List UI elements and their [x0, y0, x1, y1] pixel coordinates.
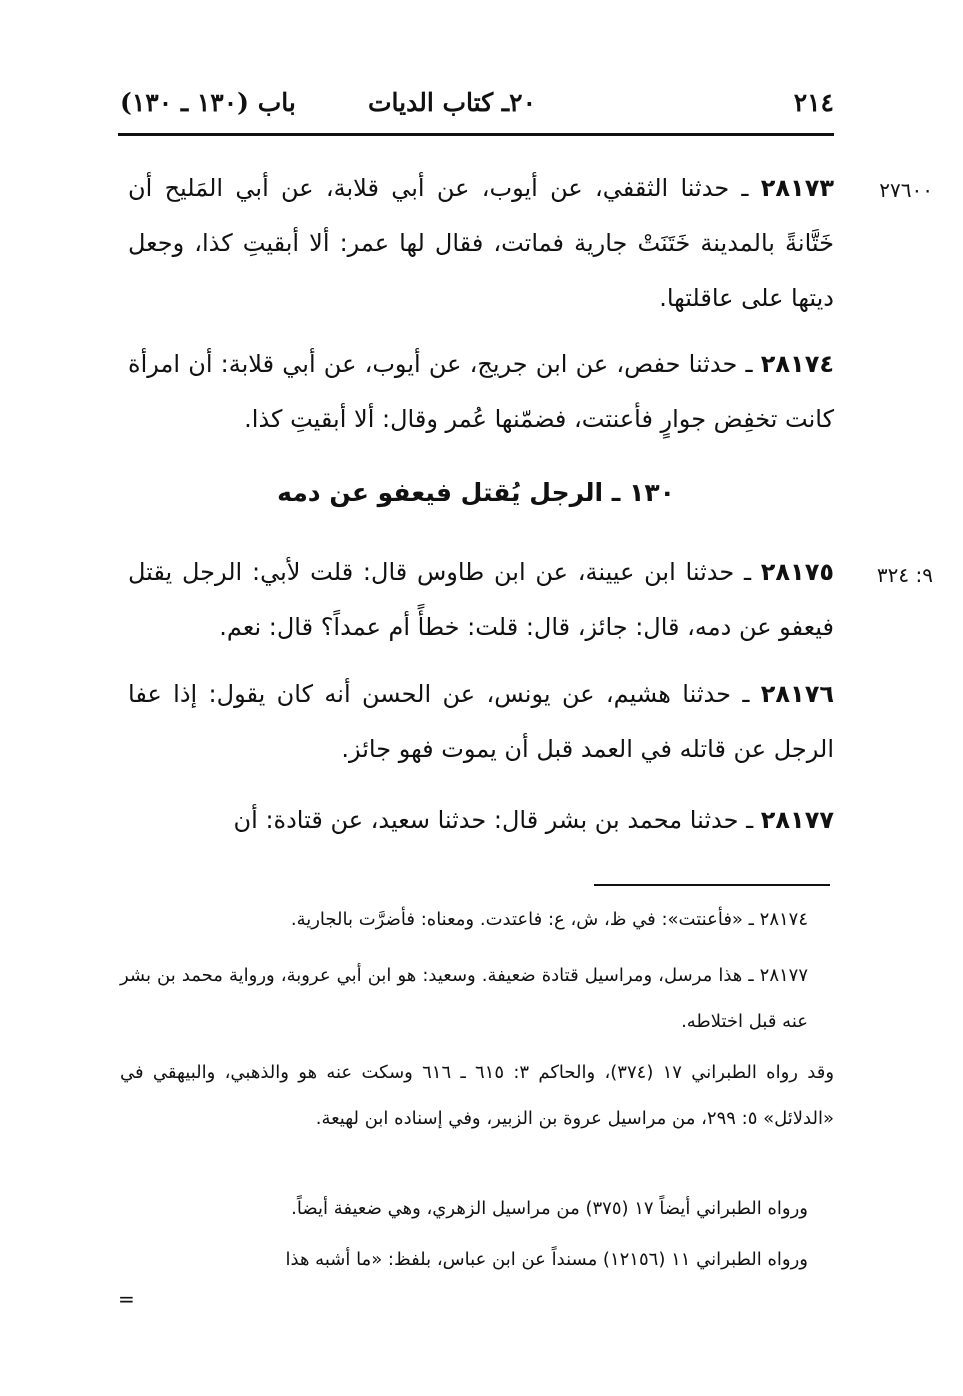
hadith-28173 [128, 161, 834, 326]
footnote: ٢٨١٧٤ ـ «فأعنتت»: في ظ، ش، ع: فاعتدت. ومعناه: فأضرَّت بالجارية. [290, 909, 808, 930]
page-number: ٢١٤ [793, 88, 834, 117]
hadith-28176 [128, 667, 834, 777]
hadith-text: ـ حدثنا هشيم، عن يونس، عن الحسن أنه كان يقول: إذا عفا الرجل عن قاتله في العمد قبل أن يموت فهو جائز. [128, 680, 834, 763]
header-divider [118, 133, 834, 136]
footnote-divider [594, 884, 830, 886]
running-header [120, 88, 834, 128]
hadith-text: ـ حدثنا محمد بن بشر قال: حدثنا سعيد، عن قتادة: أن [233, 806, 761, 834]
hadith-28175 [128, 545, 834, 655]
footnote: وقد رواه الطبراني ١٧ (٣٧٤)، والحاكم ٣: ٦١٥ ـ ٦١٦ وسكت عنه هو والذهبي، والبيهقي في «الدلائل» ٥: ٢٩٩، من مراسيل عروة بن الزبير، وفي إسناده ابن لهيعة. [120, 1062, 835, 1129]
hadith-28174 [128, 337, 834, 447]
section-title: ١٣٠ ـ الرجل يُقتل فيعفو عن دمه [277, 478, 675, 507]
hadith-text: ـ حدثنا الثقفي، عن أيوب، عن أبي قلابة، عن أبي المَليح أن خَتَّانةً بالمدينة خَتَنَتْ جارية فماتت، فقال لها عمر: ألا أبقيتِ كذا، وجعل ديتها على عاقلتها. [128, 174, 834, 312]
hadith-number: ٢٨١٧٥ [760, 558, 834, 586]
hadith-text: ـ حدثنا ابن عيينة، عن ابن طاوس قال: قلت لأبي: الرجل يقتل فيعفو عن دمه، قال: جائز، قال: قلت: خطأً أم عمداً؟ قال: نعم. [128, 558, 834, 641]
hadith-number: ٢٨١٧٧ [760, 806, 834, 834]
hadith-number: ٢٨١٧٣ [760, 174, 834, 202]
margin-reference: ٢٧٦٠٠ [879, 178, 933, 202]
footnote: ورواه الطبراني ١١ (١٢١٥٦) مسنداً عن ابن عباس، بلفظ: «ما أشبه هذا [285, 1249, 808, 1270]
hadith-28177 [128, 793, 834, 848]
bab-range: باب (١٣٠ ـ ١٣٠) [120, 88, 296, 117]
margin-reference: ٩: ٣٢٤ [876, 563, 933, 587]
hadith-text: ـ حدثنا حفص، عن ابن جريج، عن أيوب، عن أبي قلابة: أن امرأة كانت تخفِض جوارٍ فأعنتت، فضمّنها عُمر وقال: ألا أبقيتِ كذا. [128, 350, 834, 433]
hadith-number: ٢٨١٧٤ [760, 350, 834, 378]
footnote: ورواه الطبراني أيضاً ١٧ (٣٧٥) من مراسيل الزهري، وهي ضعيفة أيضاً. [291, 1198, 808, 1219]
continuation-mark: = [118, 1287, 135, 1311]
book-title: ٢٠ـ كتاب الديات [368, 88, 536, 117]
footnote: ٢٨١٧٧ ـ هذا مرسل، ومراسيل قتادة ضعيفة. وسعيد: هو ابن أبي عروبة، ورواية محمد بن بشر عنه قبل اختلاطه. [120, 965, 808, 1032]
hadith-number: ٢٨١٧٦ [760, 680, 834, 708]
